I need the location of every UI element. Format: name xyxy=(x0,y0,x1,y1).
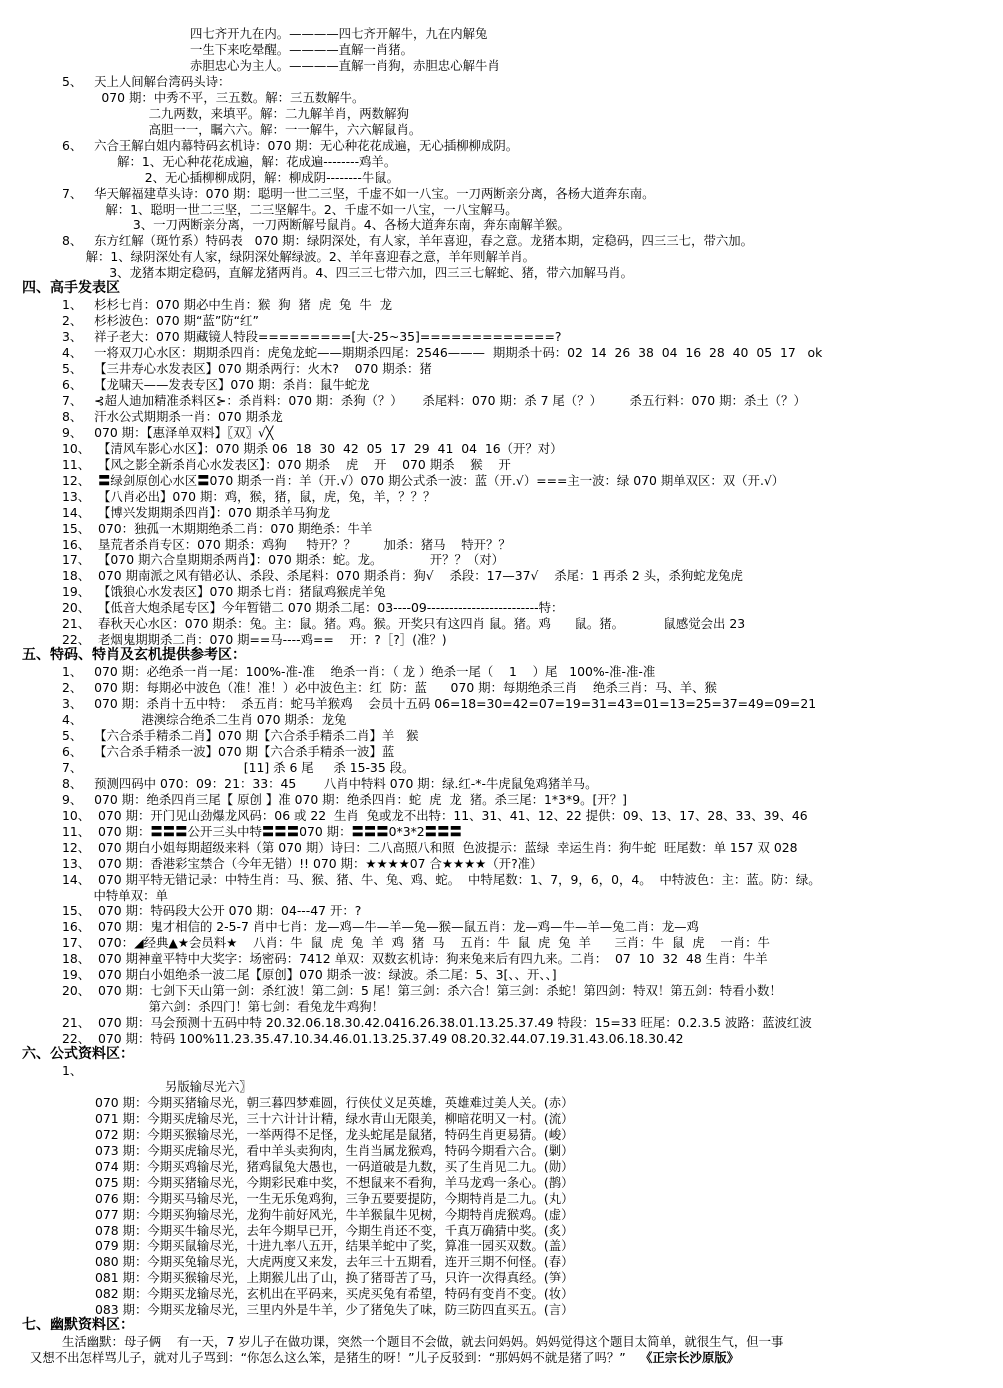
intro-line: 四七齐开九在内。————四七齐开解牛，九在内解兔 xyxy=(190,26,488,41)
list-item: 解：1、无心种花花成遍，解：花成遍--------鸡羊。 xyxy=(62,153,397,169)
formula-row: 074 期：今期买鸡输尽光，猪鸡鼠兔大愚也，一码道破是九数，买了生肖见二九。(勋） xyxy=(95,1158,574,1174)
list-item: 11、 070 期：〓〓〓公开三头中特〓〓〓070 期：〓〓〓0*3*2〓〓〓 xyxy=(62,823,462,839)
list-item: 15、 070：独孤一木期期绝杀二肖：070 期绝杀：牛羊 xyxy=(62,520,373,536)
formula-row: 076 期：今期买马输尽光，一生无乐兔鸡狗，三争五要要提防，今期特肖是二九。(丸） xyxy=(95,1190,574,1206)
list-item: 9、 070 期：【惠泽单双料】〖双〗√╳ xyxy=(62,424,274,440)
section-heading: 七、幽默资料区： xyxy=(22,1317,134,1334)
formula-row: 079 期：今期买鼠输尽光，十进九率八五开，结果羊蛇中了奖，算准一园买双数。(盖） xyxy=(95,1238,574,1254)
list-item: 解：1、聪明一世二三坚，二三坚解牛。2、千虚不如一八宝，一八宝解马。 xyxy=(62,201,518,217)
list-item: 10、 070 期：开门见山劲爆龙风码：06 或 22 生肖 兔或龙不出特：11、31、41、12、22 提供：09、13、17、28、33、39、46 xyxy=(62,807,808,823)
list-item: 070 期：中秀不平，三五数。解：三五数解牛。 xyxy=(62,89,365,105)
list-item: 20、 【低音大炮杀尾专区】今年暂错二 070 期杀二尾：03----09-------------------------特： xyxy=(62,600,564,616)
list-item: 17、 070：◢经典▲★会员料★ 八肖：牛 鼠 虎 兔 羊 鸡 猪 马 五肖：牛 鼠 虎 兔 羊 三肖：牛 鼠 虎 一肖：牛 xyxy=(62,935,770,951)
list-item: 7、 [11] 杀 6 尾 杀 15-35 段。 xyxy=(62,759,415,775)
formula-row: 078 期：今期买牛输尽光，去年今期早已开，今期生肖还不变，千真万确猜中奖。(炙） xyxy=(95,1222,574,1238)
list-item: 13、 070 期：香港彩宝禁合（今年无错）!! 070 期：★★★★07 合★★★★（开?准） xyxy=(62,855,543,871)
list-item: 4、 港澳综合绝杀二生肖 070 期杀：龙兔 xyxy=(62,712,347,727)
list-item: 2、 杉杉波色：070 期“蓝”防“红” xyxy=(62,313,259,329)
list-item: 17、 【070 期六合皇期期杀两肖】：070 期杀：蛇。龙。 开？？（对） xyxy=(62,552,505,568)
list-item: 10、 【清风车影心水区】：070 期杀 06 18 30 42 05 17 29 41 04 16（开？对） xyxy=(62,440,563,456)
list-item: 8、 东方红解（斑竹系）特码表 070 期：绿阴深处，有人家，羊年喜迎，春之意。龙猪本期，定稳码，四三三七，带六加。 xyxy=(62,233,754,249)
list-item: 二九两数，来填平。解：二九解羊肖，两数解狗 xyxy=(62,105,409,121)
list-item: 6、 六合王解白姐内幕特码玄机诗：070 期：无心种花花成遍，无心插柳柳成阴。 xyxy=(62,137,519,153)
list-item: 19、 070 期白小姐绝杀一波二尾【原创】070 期杀一波：绿波。杀二尾：5、3[、、开、、] xyxy=(62,967,557,983)
formula-row: 080 期：今期买兔输尽光，大虎两度又来发，去年三十五期看，连开三期不何怪。(春） xyxy=(95,1254,574,1270)
list-item: 第六剑：杀四门！第七剑：看兔龙牛鸡狗！ xyxy=(62,999,385,1015)
formula-subtitle: 另版输尽光六〗 xyxy=(165,1078,252,1094)
list-item: 5、 【六合杀手精杀二肖】070 期【六合杀手精杀二肖】羊 猴 xyxy=(62,727,419,743)
list-item: 18、 070 期神童平特中大奖字：场密码：7412 单双：双数玄机诗：狗来兔来后有四九来。二肖： 07 10 32 48 生肖：牛羊 xyxy=(62,951,768,967)
list-item: 3、 070 期：杀肖十五中特： 杀五肖：蛇马羊猴鸡 会员十五码 06=18=30=42=07=19=31=43=01=13=25=37=49=09=21 xyxy=(62,696,817,711)
list-item: 1、 070 期：必绝杀一肖一尾：100%-准-准 绝杀一肖：（ 龙 ）绝杀一尾（ 1 ）尾 100%-准-准-准 xyxy=(62,664,656,680)
formula-row: 070 期：今期买猪输尽光，朝三暮四梦难圆，行侠仗义足英雄，英雄难过美人关。(赤） xyxy=(95,1094,574,1110)
list-item: 8、 汗水公式期期杀一肖：070 期杀龙 xyxy=(62,408,283,424)
list-item: 3、龙猪本期定稳码，直解龙猪两肖。4、四三三七带六加，四三三七解蛇、猪，带六加解马肖。 xyxy=(62,265,634,281)
list-item: 3、一刀两断亲分离，一刀两断解号鼠肖。4、各杨大道奔东南，奔东南解羊猴。 xyxy=(62,217,570,233)
list-item: 13、 【八肖必出】070 期：鸡，猴，猪，鼠，虎，兔，羊，？？？ xyxy=(62,488,436,504)
list-item: 2、无心插柳柳成阴，解：柳成阴--------牛鼠。 xyxy=(62,169,400,185)
list-item: 22、 070 期：特码 100%11.23.35.47.10.34.46.01.13.25.37.49 08.20.32.44.07.19.31.43.06.18.30.42 xyxy=(62,1031,684,1046)
list-item: 7、 ⊰超人迪加精准杀料区⊱：杀肖料：070 期：杀狗（？） 杀尾料：070 期：杀 7 尾（？） 杀五行料：070 期：杀土（？） xyxy=(62,392,806,408)
list-item: 16、 070 期：鬼才相信的 2-5-7 肖中七肖：龙—鸡—牛—羊—兔—猴—鼠五肖：龙—鸡—牛—羊—兔二肖：龙—鸡 xyxy=(62,919,699,935)
list-item: 15、 070 期：特码段大公开 070 期：04---47 开：? xyxy=(62,903,362,919)
humor-line: 又想不出怎样骂儿子，就对儿子骂到：“你怎么这么笨，是猪生的呀！”儿子反驳到：“那妈妈不就是猪了吗？” xyxy=(30,1350,626,1366)
list-item: 8、 预测四码中 070：09：21：33：45 八肖中特料 070 期：绿.红-*-牛虎鼠兔鸡猪羊马。 xyxy=(62,775,598,791)
list-item: 12、 〓绿剑原创心水区〓070 期杀一肖：羊（开.√）070 期公式杀一波：蓝（开.√）===主一波：绿 070 期单双区：双（开.√） xyxy=(62,472,785,488)
section-heading: 五、特码、特肖及玄机提供参考区： xyxy=(22,647,246,664)
list-item: 21、 春秋天心水区：070 期杀：兔。主：鼠。猪。鸡。猴。开奖只有这四肖 鼠。猪。鸡 鼠。猪。 鼠感觉会出 23 xyxy=(62,616,746,632)
list-item: 6、 【六合杀手精杀一波】070 期【六合杀手精杀一波】蓝 xyxy=(62,743,395,759)
formula-row: 073 期：今期买虎输尽光，看中羊头卖狗肉，生肖当属龙猴鸡，特码今期看六合。(剿） xyxy=(95,1142,574,1158)
list-item: 2、 070 期：每期必中波色（准！准！）必中波色主：红 防：蓝 070 期：每期绝杀三肖 绝杀三肖：马、羊、猴 xyxy=(62,680,717,696)
source-note: 《正宗长沙原版》 xyxy=(640,1350,740,1366)
list-item: 21、 070 期：马会预测十五码中特 20.32.06.18.30.42.0416.26.38.01.13.25.37.49 特段：15=33 旺尾：0.2.3.5 波路：蓝波红波 xyxy=(62,1015,812,1031)
list-item: 14、 【博兴发期期杀四肖】：070 期杀羊马狗龙 xyxy=(62,504,331,520)
list-item: 14、 070 期平特无错记录：中特生肖：马、猴、猪、牛、兔、鸡、蛇。 中特尾数：1、7，9，6，0，4。 中特波色：主：蓝。防：绿。 xyxy=(62,871,821,887)
formula-row: 071 期：今期买虎输尽光，三十六计计计精，绿水青山无限美，柳暗花明又一村。(流） xyxy=(95,1110,574,1126)
intro-line: 一生下来吃晕醒。————直解一肖猪。 xyxy=(190,42,414,57)
formula-row: 083 期：今期买龙输尽光，三里内外是牛羊，少了猪兔失了味，防三防四直买五。(言） xyxy=(95,1302,574,1318)
list-item: 22、 老烟鬼期期杀二肖：070 期==马----鸡== 开：?［?］(准？) xyxy=(62,632,447,648)
list-item: 5、 【三井寿心水发表区】070 期杀两行：火木? 070 期杀：猪 xyxy=(62,361,432,376)
list-item: 20、 070 期：七剑下天山第一剑：杀红波！第二剑：5 尾！第三剑：杀六合！第三剑：杀蛇！第四剑：特双！第五剑：特看小数！ xyxy=(62,983,782,999)
list-item: 中特单双：单 xyxy=(62,887,168,903)
section-heading: 六、公式资料区： xyxy=(22,1046,134,1062)
formula-row: 075 期：今期买猪输尽光，今期彩民难中奖，不想鼠来不看狗，羊马龙鸡一条心。(鹊） xyxy=(95,1174,574,1190)
list-item: 19、 【饿狼心水发表区】070 期杀七肖：猪鼠鸡猴虎羊兔 xyxy=(62,584,386,600)
list-item: 12、 070 期白小姐每期超级来料（第 070 期）诗曰：二八高照八和照 色波提示：蓝绿 幸运生肖：狗牛蛇 旺尾数：单 157 双 028 xyxy=(62,839,798,855)
list-item: 9、 070 期：绝杀四肖三尾【 原创 】准 070 期：绝杀四肖：蛇 虎 龙 猪。杀三尾：1*3*9。[开？] xyxy=(62,791,627,807)
section-heading: 四、高手发表区 xyxy=(22,280,120,297)
list-item: 16、 垦荒者杀肖专区：070 期杀：鸡狗 特开？？ 加杀：猪马 特开？？ xyxy=(62,536,511,552)
list-item: 6、 【龙啸天——发表专区】070 期：杀肖：鼠牛蛇龙 xyxy=(62,377,370,392)
list-item-number: 1、 xyxy=(62,1062,83,1078)
list-item: 1、 杉杉七肖：070 期必中生肖：猴 狗 猪 虎 兔 牛 龙 xyxy=(62,297,392,313)
list-item: 高胆一一，瞩六六。解：一一解牛，六六解鼠肖。 xyxy=(62,121,422,137)
list-item: 4、 一将双刀心水区：期期杀四肖：虎兔龙蛇——期期杀四尾：2546——— 期期杀十码：02 14 26 38 04 16 28 40 05 17 ok xyxy=(62,345,823,361)
list-item: 5、 天上人间解台湾码头诗： xyxy=(62,73,231,89)
humor-line: 生活幽默：母子俩 有一天，7 岁儿子在做功课，突然一个题目不会做，就去问妈妈。妈妈觉得这个题目太简单，就很生气，但一事 xyxy=(62,1334,784,1350)
intro-line: 赤胆忠心为主人。————直解一肖狗，赤胆忠心解牛肖 xyxy=(190,57,500,73)
list-item: 解：1、绿阴深处有人家，绿阴深处解绿波。2、羊年喜迎春之意，羊年则解羊肖。 xyxy=(62,249,536,265)
formula-row: 072 期：今期买猴输尽光，一举两得不足怪，龙头蛇尾是鼠猪，特码生肖更易猜。(峻） xyxy=(95,1126,574,1142)
list-item: 11、 【风之影全新杀肖心水发表区】：070 期杀 虎 开 070 期杀 猴 开 xyxy=(62,456,511,472)
formula-row: 082 期：今期买龙输尽光，玄机出在平码来，买虎买兔有希望，特码有变肖不变。(妆） xyxy=(95,1286,574,1302)
formula-row: 081 期：今期买猴输尽光，上期猴儿出了山，换了猪哥苦了马，只许一次得真经。(笋） xyxy=(95,1270,574,1286)
list-item: 7、 华天解福建草头诗：070 期：聪明一世二三坚，千虚不如一八宝。一刀两断亲分离，各杨大道奔东南。 xyxy=(62,185,655,201)
list-item: 3、 祥子老大：070 期藏镜人特段=========[大-25~35]=============? xyxy=(62,329,562,345)
formula-row: 077 期：今期买狗输尽光，龙狗牛前好风光，牛羊猴鼠牛见树，今期特肖虎猴鸡。(虚） xyxy=(95,1206,574,1222)
list-item: 18、 070 期南派之风有错必认、杀段、杀尾料：070 期杀肖：狗√ 杀段：17—37√ 杀尾：1 再杀 2 头，杀狗蛇龙兔虎 xyxy=(62,568,743,584)
